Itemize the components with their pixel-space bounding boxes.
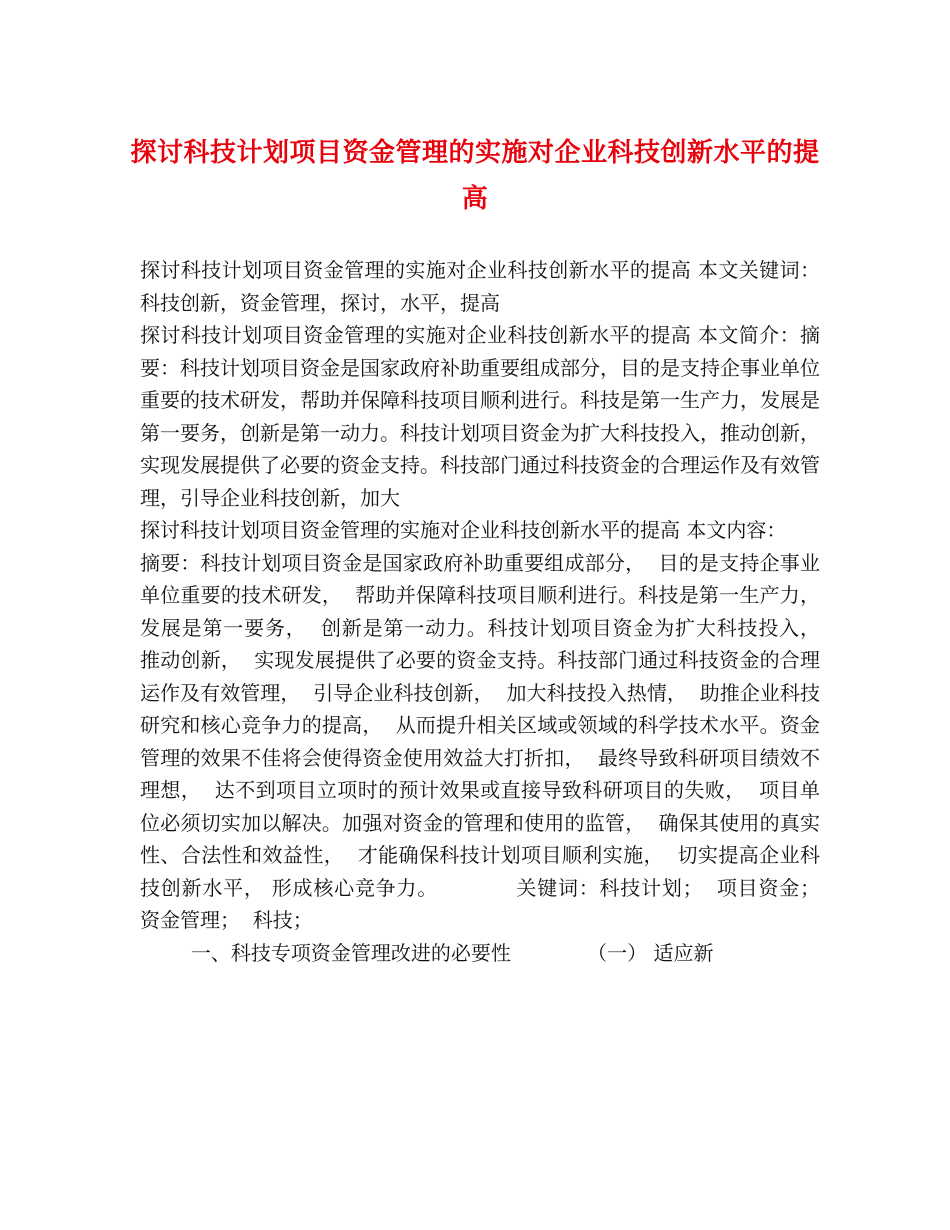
- abstract-paragraph: 摘要：科技计划项目资金是国家政府补助重要组成部分， 目的是支持企事业单位重要的技术研发， 帮助并保障科技项目顺利进行。科技是第一生产力， 发展是第一要务， 创新是第一动力。科技计划项目资金为扩大科技投入， 推动创新， 实现发展提供了必要的资金支持。科技部门通过科技资金的合理运作及有效管理， 引导企业科技创新， 加大科技投入热情， 助推企业科技研究和核心竞争力的提高， 从而提升相关区域或领域的科学技术水平。资金管理的效果不佳将会使得资金使用效益大打折扣， 最终导致科研项目绩效不理想， 达不到项目立项时的预计效果或直接导致科研项目的失败， 项目单位必须切实加以解决。加强对资金的管理和使用的监管， 确保其使用的真实性、合法性和效益性， 才能确保科技计划项目顺利实施， 切实提高企业科技创新水平， 形成核心竞争力。 关键词：科技计划； 项目资金； 资金管理； 科技；: [140, 550, 833, 932]
- summary-paragraph: 探讨科技计划项目资金管理的实施对企业科技创新水平的提高 本文简介：摘要：科技计划项目资金是国家政府补助重要组成部分，目的是支持企事业单位重要的技术研发，帮助并保障科技项目顺利进行。科技是第一生产力，发展是第一要务，创新是第一动力。科技计划项目资金为扩大科技投入，推动创新，实现发展提供了必要的资金支持。科技部门通过科技资金的合理运作及有效管理，引导企业科技创新，加大: [140, 323, 820, 510]
- keywords-paragraph: 探讨科技计划项目资金管理的实施对企业科技创新水平的提高 本文关键词：科技创新，资金管理，探讨，水平，提高: [140, 258, 820, 315]
- section-heading: 一、科技专项资金管理改进的必要性 （一） 适应新: [140, 940, 714, 965]
- document-title: 探讨科技计划项目资金管理的实施对企业科技创新水平的提高: [130, 138, 820, 214]
- content-label-paragraph: 探讨科技计划项目资金管理的实施对企业科技创新水平的提高 本文内容：: [140, 518, 787, 542]
- document-body: [140, 254, 833, 969]
